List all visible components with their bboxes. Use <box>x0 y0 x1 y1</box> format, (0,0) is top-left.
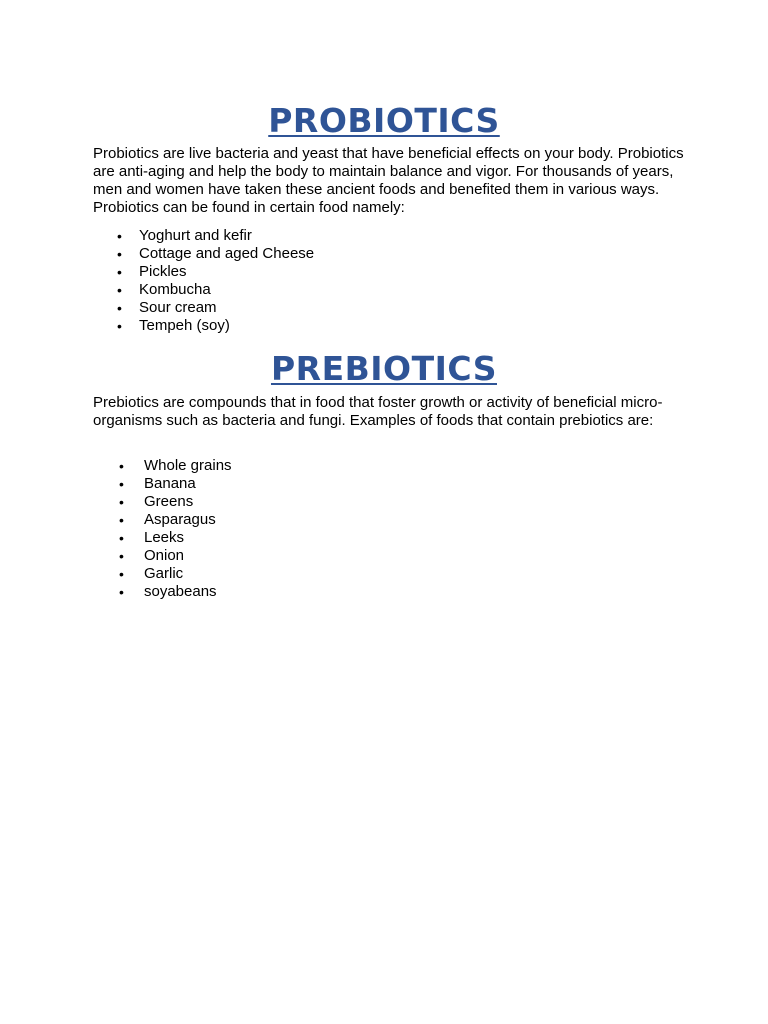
bullet-icon: • <box>119 530 124 546</box>
prebiotics-heading-text: PREBIOTICS <box>270 349 497 388</box>
list-item-text: Tempeh (soy) <box>139 317 230 334</box>
list-item-text: Greens <box>144 493 194 510</box>
list-item-text: Onion <box>144 547 185 564</box>
list-item-text: Asparagus <box>144 511 216 528</box>
bullet-icon: • <box>119 584 124 600</box>
probiotics-food-list <box>117 227 315 335</box>
prebiotics-food-list <box>119 457 232 601</box>
list-item <box>119 511 232 529</box>
list-item-text: Yoghurt and kefir <box>139 227 252 244</box>
list-item <box>117 299 314 317</box>
probiotics-heading-text: PROBIOTICS <box>268 101 500 140</box>
prebiotics-heading <box>0 349 768 389</box>
bullet-icon: • <box>117 282 122 298</box>
list-item <box>119 529 232 547</box>
bullet-icon: • <box>119 476 124 492</box>
probiotics-paragraph: Probiotics are live bacteria and yeast that have beneficial effects on your body. Probiotics are anti-aging and help the body to maintain balance and vigor. For thousands of years, men and women have taken these ancient foods and benefited them in various ways. Probiotics can be found in certain food namely: <box>93 145 684 216</box>
list-item <box>117 263 314 281</box>
list-item-text: Kombucha <box>139 281 211 298</box>
prebiotics-paragraph: Prebiotics are compounds that in food that foster growth or activity of beneficial micro-organisms such as bacteria and fungi. Examples of foods that contain prebiotics are: <box>93 394 663 429</box>
list-item <box>119 493 232 511</box>
bullet-icon: • <box>119 494 124 510</box>
bullet-icon: • <box>117 264 122 280</box>
list-item-text: Sour cream <box>139 299 217 316</box>
list-item-text: Whole grains <box>144 457 232 474</box>
list-item-text: Banana <box>144 475 196 492</box>
bullet-icon: • <box>117 228 122 244</box>
bullet-icon: • <box>119 566 124 582</box>
list-item <box>117 317 314 335</box>
probiotics-heading <box>0 101 768 141</box>
bullet-icon: • <box>119 458 124 474</box>
list-item <box>119 583 232 601</box>
bullet-icon: • <box>117 300 122 316</box>
list-item <box>119 547 232 565</box>
list-item-text: Pickles <box>139 263 187 280</box>
list-item <box>117 227 314 245</box>
bullet-icon: • <box>119 548 124 564</box>
list-item <box>117 245 315 263</box>
list-item-text: soyabeans <box>144 583 217 600</box>
list-item <box>119 475 232 493</box>
list-item <box>119 457 232 475</box>
bullet-icon: • <box>117 246 122 262</box>
bullet-icon: • <box>119 512 124 528</box>
list-item-text: Cottage and aged Cheese <box>139 245 315 262</box>
list-item-text: Leeks <box>144 529 185 546</box>
list-item <box>119 565 232 583</box>
list-item-text: Garlic <box>144 565 184 582</box>
list-item <box>117 281 314 299</box>
bullet-icon: • <box>117 318 122 334</box>
